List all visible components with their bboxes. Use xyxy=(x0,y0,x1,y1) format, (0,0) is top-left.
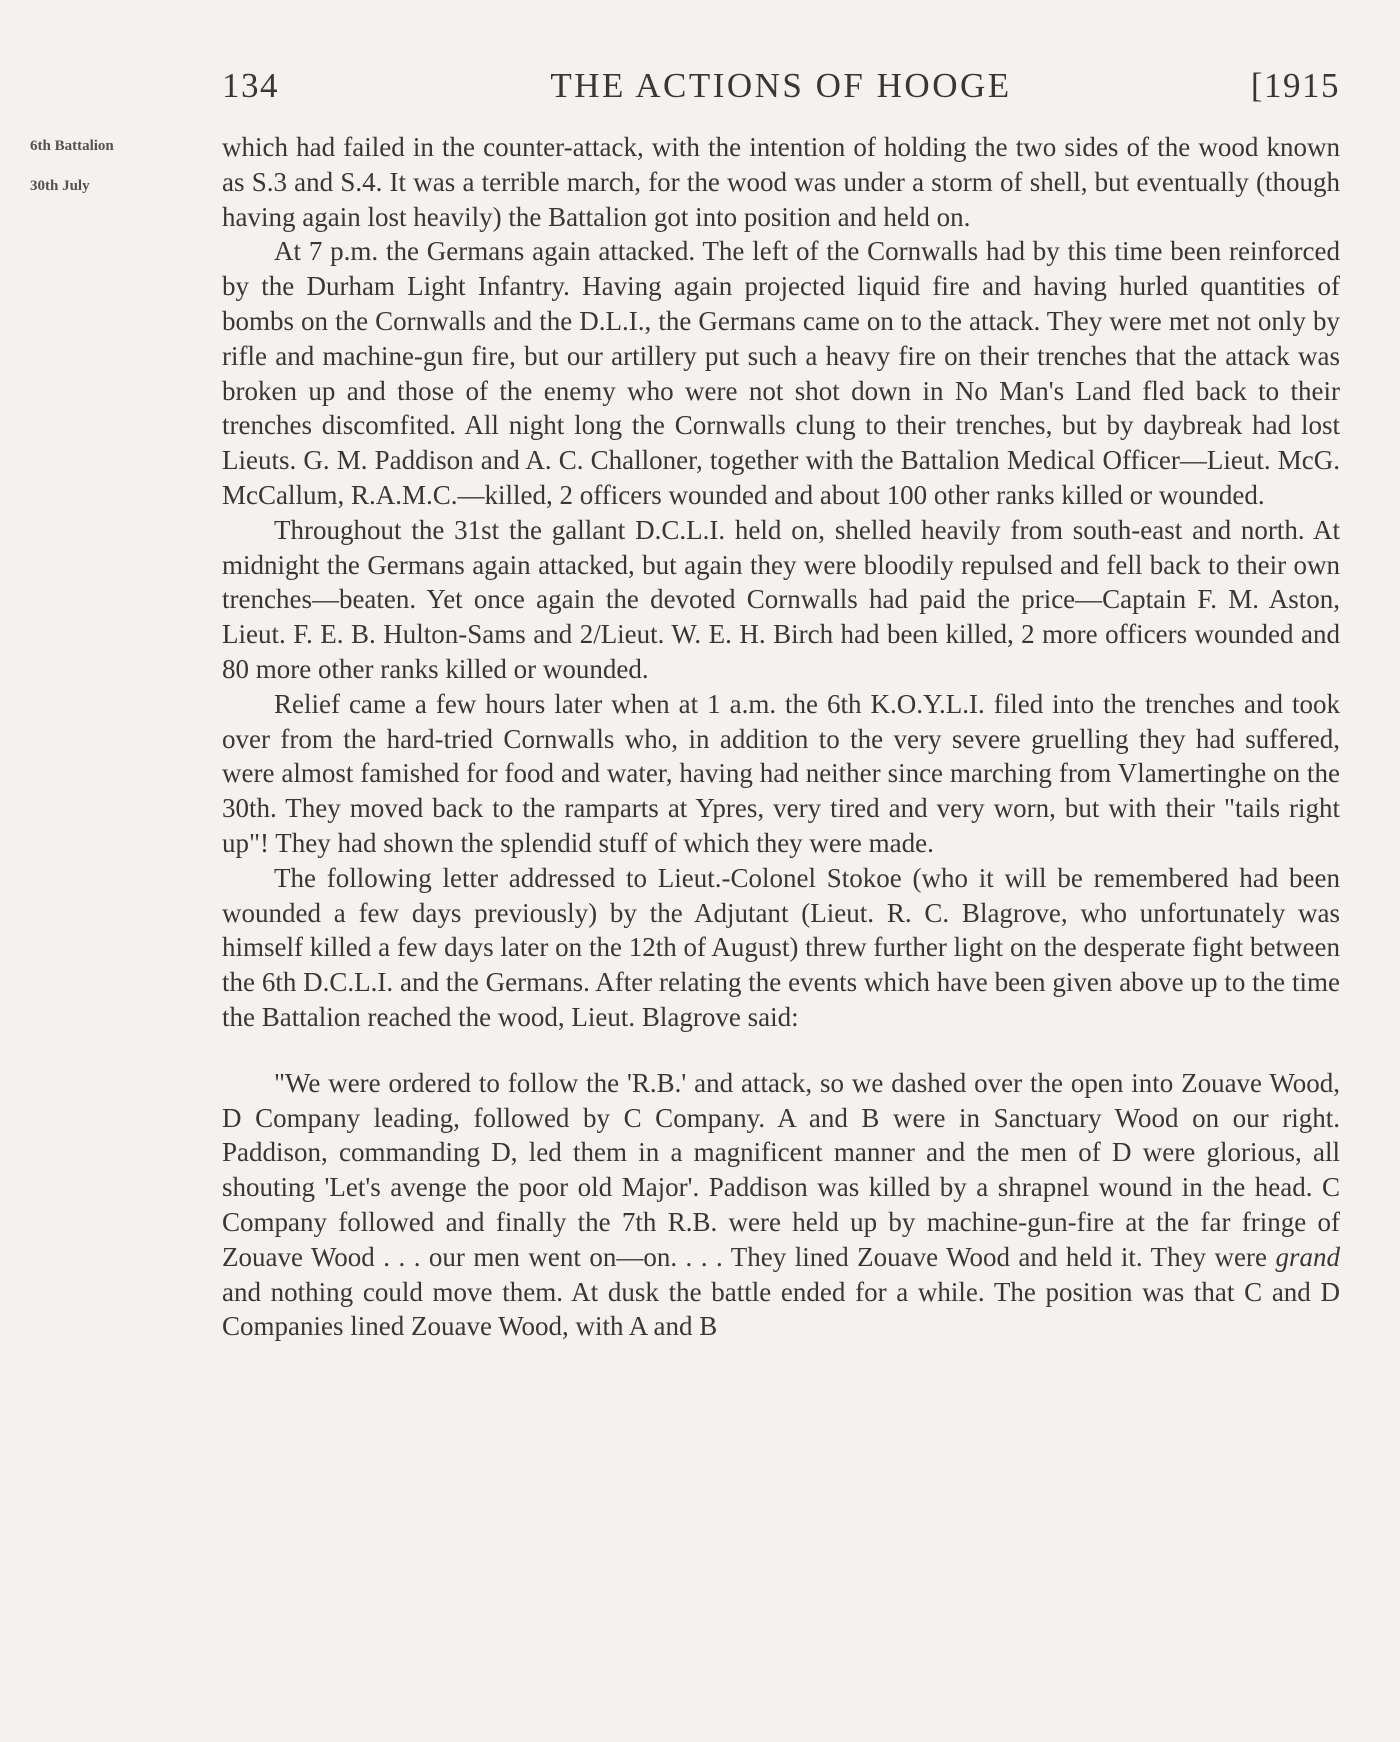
paragraph-5: The following letter addressed to Lieut.-Colonel Stokoe (who it will be remembered had been wounded a few days previously) by the Adjutant (Lieut. R. C. Blagrove, who unfortunately was himself killed a few days later on the 12th of August) threw further light on the desperate fight between the 6th D.C.L.I. and the Germans. After relating the events which have been given above up to the time the Battalion reached the wood, Lieut. Blagrove said: xyxy=(222,862,1340,1032)
quote-emphasis: grand xyxy=(1275,1241,1340,1272)
quote-text-end: and nothing could move them. At dusk the battle ended for a while. The position was that C and D Companies lined Zouave Wood, with A and B xyxy=(222,1276,1340,1342)
margin-note-date: 30th July xyxy=(30,178,90,194)
quote-text-start: "We were ordered to follow the 'R.B.' and attack, so we dashed over the open into Zouave Wood, D Company leading, followed by C Company. A and B were in Sanctuary Wood on our right. Paddison, commanding D, led them in a magnificent manner and the men of D were glorious, all shouting 'Let's avenge the poor old Major'. Paddison was killed by a shrapnel wound in the head. C Company followed and finally the 7th R.B. were held up by machine-gun-fire at the far fringe of Zouave Wood . . . our men went on—on. . . . They lined Zouave Wood and held it. They were xyxy=(222,1067,1340,1272)
running-title: THE ACTIONS OF HOOGE xyxy=(550,66,1012,105)
body-text xyxy=(222,130,1340,1344)
page-header xyxy=(222,66,1340,114)
paragraph-3: Throughout the 31st the gallant D.C.L.I. held on, shelled heavily from south-east and north. At midnight the Germans again attacked, but again they were bloodily repulsed and fell back to their own trenches—beaten. Yet once again the devoted Cornwalls had paid the price—Captain F. M. Aston, Lieut. F. E. B. Hulton-Sams and 2/Lieut. W. E. H. Birch had been killed, 2 more officers wounded and 80 more other ranks killed or wounded. xyxy=(222,514,1340,684)
quoted-letter xyxy=(222,1066,1340,1344)
paragraph-4: Relief came a few hours later when at 1 a.m. the 6th K.O.Y.L.I. filed into the trenches and took over from the hard-tried Cornwalls who, in addition to the very severe gruelling they had suffered, were almost famished for food and water, having had neither since marching from Vlamertinghe on the 30th. They moved back to the ramparts at Ypres, very tired and very worn, but with their "tails right up"! They had shown the splendid stuff of which they were made. xyxy=(222,688,1340,858)
paragraph-2: At 7 p.m. the Germans again attacked. The left of the Cornwalls had by this time been reinforced by the Durham Light Infantry. Having again projected liquid fire and having hurled quantities of bombs on the Cornwalls and the D.L.I., the Germans came on to the attack. They were met not only by rifle and machine-gun fire, but our artillery put such a heavy fire on their trenches that the attack was broken up and those of the enemy who were not shot down in No Man's Land fled back to their trenches discomfited. All night long the Cornwalls clung to their trenches, but by daybreak had lost Lieuts. G. M. Paddison and A. C. Challoner, together with the Battalion Medical Officer—Lieut. McG. McCallum, R.A.M.C.—killed, 2 officers wounded and about 100 other ranks killed or wounded. xyxy=(222,236,1340,510)
header-year: [1915 xyxy=(1250,66,1340,105)
page-number: 134 xyxy=(222,66,279,105)
paragraph-1: which had failed in the counter-attack, with the intention of holding the two sides of the wood known as S.3 and S.4. It was a terrible march, for the wood was under a storm of shell, but eventually (though having again lost heavily) the Battalion got into position and held on. xyxy=(222,132,1340,232)
margin-note-unit: 6th Battalion xyxy=(30,138,114,154)
